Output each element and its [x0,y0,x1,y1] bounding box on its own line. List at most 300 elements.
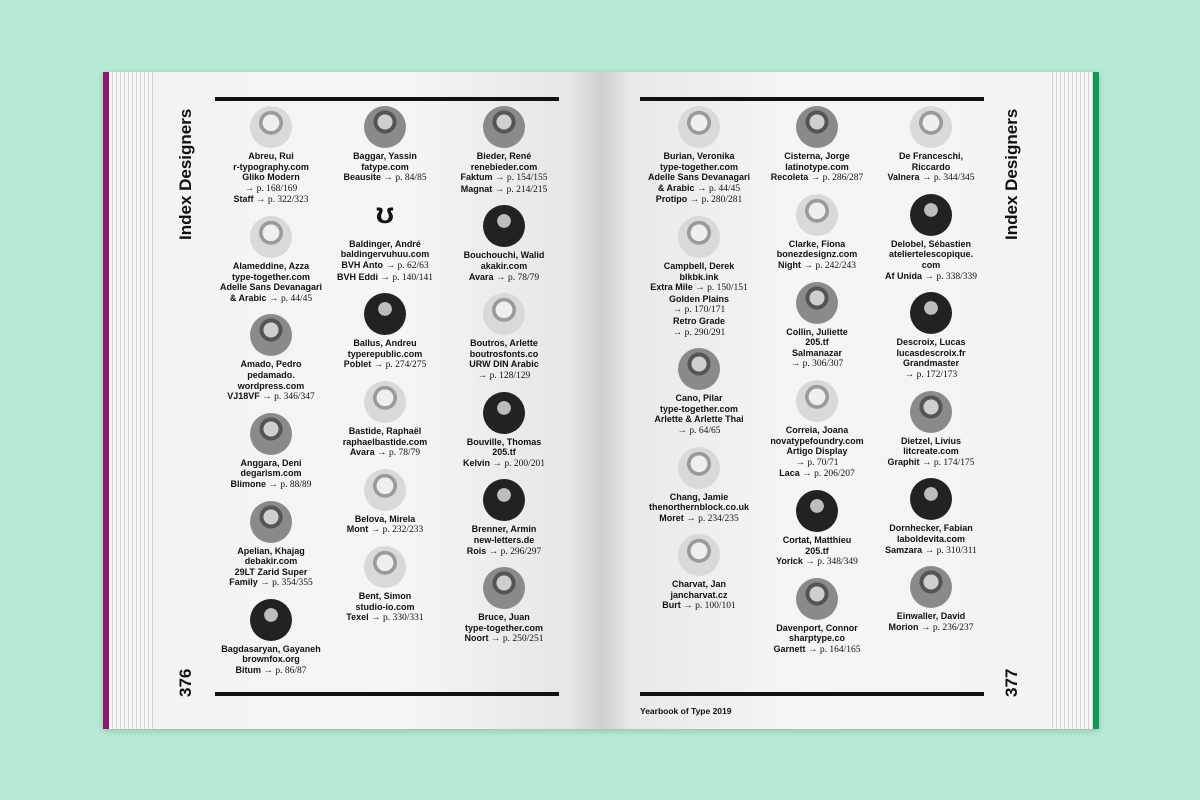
designer-entry [230,413,311,491]
designer-website: degarism.com [240,468,302,479]
section-title-left: Index Designers [176,108,195,240]
page-reference: → p. 84/85 [383,173,427,184]
typeface-line [786,446,847,457]
designer-entry [887,391,974,469]
designer-website: pedamado. [247,369,295,380]
designer-website: raphaelbastide.com [342,436,428,447]
designer-portrait [796,282,838,324]
designer-portrait [483,106,525,148]
page-reference: → p. 70/71 [795,457,839,468]
typeface-line [776,556,858,568]
designer-entry [220,216,322,304]
typeface-line [344,359,427,371]
typeface-line [464,633,543,645]
designer-portrait [483,479,525,521]
designer-website: fatype.com [361,161,409,172]
designer-website: baldingervuhuu.com [340,249,430,260]
designer-portrait [483,392,525,434]
designer-name: Cano, Pilar [675,393,723,404]
page-reference: → p. 150/151 [695,283,748,294]
designer-website: bonezdesignz.com [776,249,858,260]
designer-entry [649,447,749,525]
page-reference: → p. 296/297 [488,546,542,557]
typeface-line [773,644,860,656]
top-rule-right [640,97,984,101]
typeface-name: BVH Anto [341,259,384,270]
designer-name: Delobel, Sébastien [890,238,972,249]
typeface-line [662,600,736,612]
typeface-name: Grandmaster [902,358,959,369]
designer-entry [888,566,973,633]
page-reference: → p. 322/323 [256,195,309,206]
typeface-line [347,524,424,536]
designer-website: sharptype.co [788,633,845,644]
page-reference: → p. 348/349 [805,557,858,568]
typeface-line [220,282,322,293]
left-page [103,72,601,729]
designer-name: Bieder, René [476,151,532,161]
typeface-line [887,172,974,184]
typeface-name: Rois [466,545,487,556]
bottom-rule-right [640,692,984,696]
page-reference: → p. 354/355 [260,578,313,589]
page-reference: → p. 286/287 [810,173,864,184]
typeface-line [887,457,974,469]
page-reference: → p. 44/45 [269,293,313,304]
page-reference: → p. 62/63 [385,260,429,271]
designer-website: 205.tf [805,337,829,348]
designer-entry [337,194,433,283]
typeface-line [792,348,842,359]
designer-website: lucasdescroix.fr [896,347,966,358]
typeface-name: Noort [464,633,489,644]
typeface-name: Mont [346,524,369,535]
designer-name: Ballus, Andreu [353,338,417,349]
designer-name: Baldinger, André [349,238,421,249]
designer-portrait [364,381,406,423]
designer-portrait [250,501,292,543]
designer-portrait [796,106,838,148]
designer-entry [887,106,974,184]
typeface-name: Staff [233,194,254,205]
designer-website: blkbk.ink [679,271,719,282]
designer-portrait [796,380,838,422]
typeface-name: Avara [468,271,494,282]
designer-entry [786,282,848,370]
page-reference: → p. 274/275 [373,360,427,371]
right-column-2 [755,106,879,665]
typeface-line [658,183,740,195]
designer-entry [233,106,309,206]
designer-portrait [483,205,525,247]
typeface-name: Texel [346,612,369,623]
designer-website: 205.tf [492,447,516,458]
designer-website: boutrosfonts.co [469,348,539,359]
designer-name: Brenner, Armin [471,524,537,535]
designer-name: Chang, Jamie [669,491,729,502]
typeface-line [922,260,941,271]
typeface-name: Blimone [230,478,266,489]
typeface-name: Yorick [776,556,803,567]
designer-entry [896,292,965,380]
typeface-line [245,183,298,195]
designer-website: typerepublic.com [347,348,423,359]
designer-website: debakir.com [244,556,298,567]
page-reference: → p. 164/165 [808,644,861,655]
typeface-name: Burt [662,600,681,611]
designer-name: Collin, Juliette [786,326,848,337]
designer-name: Correia, Joana [785,424,849,435]
right-column-3 [869,106,993,643]
typeface-name: Valnera [887,172,920,183]
typeface-name: Bitum [235,665,261,676]
typeface-line [673,316,725,327]
designer-entry [460,106,547,195]
typeface-name: Night [777,259,801,270]
designer-portrait [678,447,720,489]
designer-name: Belova, Mirela [354,513,416,524]
typeface-name: Graphit [887,456,920,467]
designer-entry [346,546,423,624]
page-number-right: 377 [1002,668,1021,697]
designer-portrait [364,293,406,335]
designer-name: Alameddine, Azza [232,260,310,271]
typeface-name: Beausite [343,172,381,183]
page-reference: → p. 310/311 [924,545,977,556]
typeface-line [233,194,308,206]
designer-entry [771,106,864,184]
designer-name: Baggar, Yassin [353,151,417,161]
typeface-line [478,370,531,382]
designer-name: Bouchouchi, Walid [463,250,545,261]
page-reference: → p. 338/339 [924,271,978,282]
designer-name: Campbell, Derek [663,260,735,271]
typeface-line [903,358,959,369]
typeface-line [229,577,313,589]
designer-website: type-together.com [231,271,310,282]
typeface-line [238,381,305,392]
page-reference: → p. 44/45 [697,183,741,194]
typeface-line [235,665,306,677]
designer-portrait [796,490,838,532]
page-reference: → p. 280/281 [689,195,743,206]
designer-name: Apelian, Khajag [237,545,305,556]
typeface-line [230,479,311,491]
typeface-name: & Arabic [657,182,695,193]
designer-name: Cortat, Matthieu [782,534,852,545]
typeface-line [460,172,547,184]
page-reference: → p. 100/101 [683,601,736,612]
typeface-name: Faktum [460,172,493,183]
designer-name: Dietzel, Livius [900,435,961,446]
designer-entry [464,567,543,645]
designer-portrait [364,546,406,588]
typeface-name: Laca [779,468,800,479]
designer-name: Amado, Pedro [240,359,302,370]
typeface-name: Family [229,577,258,588]
designer-entry [770,380,863,480]
designer-portrait [678,348,720,390]
designer-entry [229,501,313,589]
designer-portrait [910,391,952,433]
designer-portrait [483,293,525,335]
page-reference: → p. 250/251 [491,634,544,645]
page-reference: → p. 128/129 [477,370,531,381]
designer-entry [773,578,860,656]
page-reference: → p. 344/345 [922,173,975,184]
designer-name: Charvat, Jan [671,579,727,590]
typeface-name: Morion [888,621,919,632]
page-reference: → p. 232/233 [370,525,424,536]
page-reference: → p. 172/173 [904,369,958,380]
typeface-name: Garnett [773,643,806,654]
page-reference: → p. 346/347 [262,392,315,403]
designer-portrait [250,216,292,258]
designer-entry [885,194,977,282]
typeface-name: com [921,259,941,270]
typeface-name: Poblet [343,359,372,370]
typeface-line [673,304,726,316]
designer-entry [347,469,424,536]
designer-portrait [910,194,952,236]
designer-entry [469,293,539,381]
typeface-name: Adelle Sans Devanagari [647,172,751,183]
open-book-spread [103,72,1099,729]
typeface-line [467,546,542,558]
designer-website: r-typography.com [233,161,309,172]
typeface-name: URW DIN Arabic [469,359,539,370]
typeface-line [791,358,844,370]
designer-entry [885,478,977,556]
typeface-name: & Arabic [229,292,267,303]
designer-entry [343,381,428,459]
typeface-line [242,172,300,183]
designer-website: renebieder.com [470,161,538,172]
page-reference: → p. 64/65 [677,425,721,436]
right-column-1 [637,106,761,622]
typeface-name: Protipo [655,194,688,205]
typeface-line [795,457,838,469]
designer-portrait [678,216,720,258]
designer-website: Riccardo [911,161,951,172]
designer-portrait [250,106,292,148]
designer-entry [650,216,748,338]
designer-entry [776,490,858,568]
footer-text: Yearbook of Type 2019 [640,706,732,716]
designer-portrait [364,106,406,148]
designer-portrait [910,478,952,520]
designer-portrait [364,469,406,511]
designer-entry [662,534,736,612]
page-reference: → p. 290/291 [672,327,726,338]
designer-name: Clarke, Fiona [788,238,846,249]
typeface-name: Retro Grade [672,315,725,326]
designer-name: Cisterna, Jorge [784,151,850,161]
designer-name: Boutros, Arlette [470,338,538,349]
designer-website: ateliertelescopique. [888,249,974,260]
designer-website: latinotype.com [785,161,849,172]
designer-name: Descroix, Lucas [896,337,966,348]
typeface-line [227,391,315,403]
typeface-name: BVH Eddi [336,271,378,282]
designer-website: studio-io.com [355,601,415,612]
typeface-line [677,425,720,437]
typeface-line [343,172,426,184]
designer-website: 205.tf [805,545,829,556]
designer-website: type-together.com [659,161,738,172]
typeface-name: Adelle Sans Devanagari [219,282,323,293]
designer-name: Abreu, Rui [248,151,294,161]
typeface-name: Recoleta [770,172,809,183]
page-reference: → p. 168/169 [244,183,298,194]
page-reference: → p. 86/87 [263,666,307,677]
typeface-line [350,447,420,459]
page-reference: → p. 236/237 [921,622,974,633]
typeface-name: Arlette & Arlette Thai [654,414,744,425]
typeface-name: VJ18VF [227,391,260,402]
typeface-line [463,458,545,470]
designer-entry [344,293,427,371]
designer-website: novatypefoundry.com [770,435,864,446]
designer-name: Bastide, Raphaël [348,425,422,436]
typeface-line [469,272,539,284]
typeface-line [648,172,750,183]
designer-portrait [910,106,952,148]
designer-portrait [796,194,838,236]
designer-name: Bent, Simon [358,590,412,601]
typeface-name: Golden Plains [668,293,729,304]
designer-entry [343,106,426,184]
typeface-line [779,468,855,480]
designer-entry [777,194,858,272]
designer-entry [464,205,545,283]
typeface-line [669,294,729,305]
designer-portrait [796,578,838,620]
typeface-name: Moret [659,512,684,523]
typeface-line [341,260,428,272]
left-column-3 [442,106,566,655]
typeface-line [771,172,864,184]
page-reference: → p. 78/79 [377,448,421,459]
page-number-left: 376 [176,668,195,697]
designer-name: De Franceschi, [898,151,964,161]
right-edge-color [1093,72,1099,729]
designer-portrait [250,599,292,641]
designer-website: brownfox.org [242,654,300,665]
designer-name: Anggara, Deni [240,457,302,468]
top-rule-left [215,97,559,101]
designer-name: Burian, Veronika [663,151,735,161]
typeface-name: 29LT Zarid Super [234,566,308,577]
left-column-1 [209,106,333,687]
page-reference: → p. 234/235 [686,513,739,524]
typeface-name: Extra Mile [650,282,693,293]
page-reference: → p. 154/155 [495,173,548,184]
typeface-line [469,359,539,370]
page-reference: → p. 206/207 [802,469,855,480]
typeface-name: Artigo Display [786,446,848,457]
designer-name: Bouville, Thomas [466,436,542,447]
designer-portrait [250,314,292,356]
designer-portrait [678,534,720,576]
designer-portrait [250,413,292,455]
designer-entry [227,314,315,402]
bottom-rule-left [215,692,559,696]
typeface-name: Magnat [460,183,493,194]
designer-name: Einwaller, David [896,611,966,622]
designer-name: Bagdasaryan, Gayaneh [221,643,321,654]
designer-entry [648,106,750,206]
typeface-name: Kelvin [462,457,490,468]
typeface-line [656,194,743,206]
designer-portrait [910,566,952,608]
typeface-line [888,622,973,634]
typeface-line [673,327,726,339]
typeface-line [461,184,548,196]
section-title-right: Index Designers [1002,108,1021,240]
page-reference: → p. 214/215 [494,184,548,195]
designer-name: Davenport, Connor [776,622,858,633]
page-reference: → p. 140/141 [380,272,434,283]
designer-website: thenorthernblock.co.uk [648,502,749,513]
designer-entry [463,392,545,470]
designer-website: litcreate.com [903,446,959,457]
page-reference: → p. 170/171 [672,305,726,316]
designer-name: Bruce, Juan [478,612,530,623]
typeface-name: Gliko Modern [242,172,300,183]
designer-website: type-together.com [659,403,738,414]
right-page-stack [1049,72,1093,729]
page-reference: → p. 242/243 [803,260,856,271]
designer-portrait [910,292,952,334]
page-reference: → p. 200/201 [492,458,546,469]
designer-website: jancharvat.cz [670,589,728,600]
typeface-line [778,260,856,272]
left-page-stack [109,72,153,729]
designer-website: new-letters.de [473,534,535,545]
right-page [601,72,1099,729]
typeface-name: Af Unida [884,270,922,281]
designer-website: type-together.com [464,622,543,633]
page-reference: → p. 174/175 [922,457,975,468]
page-reference: → p. 330/331 [371,613,424,624]
designer-entry [221,599,321,677]
typeface-line [337,272,433,284]
typeface-line [650,282,748,294]
typeface-line [885,271,977,283]
designer-entry [654,348,743,436]
designer-name: Dornhecker, Fabian [889,523,973,534]
typeface-name: Samzara [885,544,923,555]
left-column-2 [323,106,447,634]
typeface-line [235,567,308,578]
typeface-name: Avara [349,447,375,458]
designer-website: laboldevita.com [896,533,966,544]
designer-website: akakir.com [480,260,528,271]
typeface-name: Salmanazar [791,347,842,358]
designer-entry [467,479,542,557]
typeface-line [346,612,423,624]
typeface-line [230,293,312,305]
designer-portrait [678,106,720,148]
designer-portrait [483,567,525,609]
page-reference: → p. 306/307 [790,359,844,370]
designer-portrait [364,194,406,236]
typeface-line [905,369,958,381]
typeface-line [659,513,739,525]
typeface-line [654,414,743,425]
page-reference: → p. 78/79 [496,272,540,283]
